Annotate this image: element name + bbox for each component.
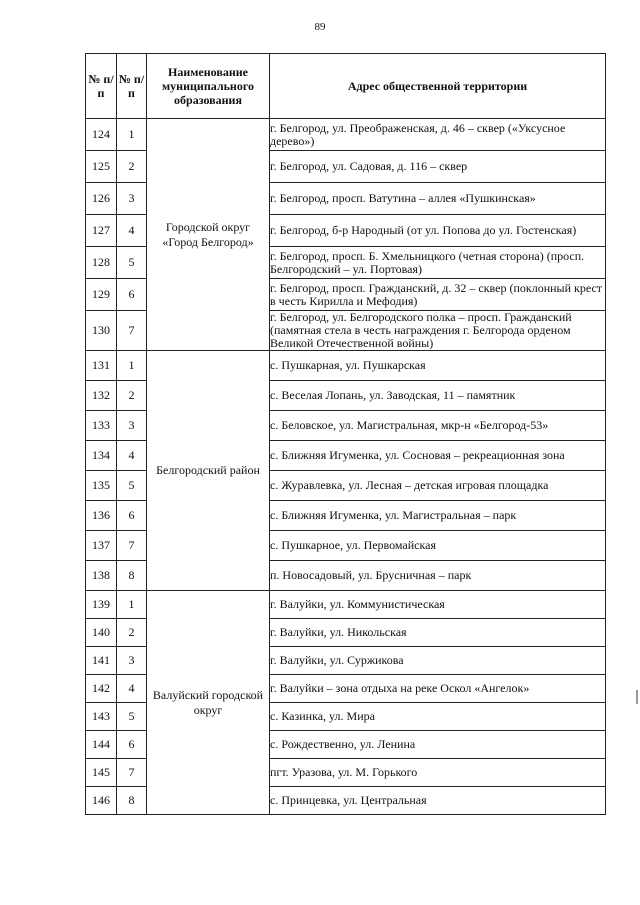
row-address: г. Валуйки, ул. Коммунистическая	[270, 591, 606, 619]
row-num: 138	[86, 561, 117, 591]
row-num: 126	[86, 183, 117, 215]
table-row	[86, 591, 606, 619]
municipality-cell	[147, 591, 270, 815]
row-address: с. Журавлевка, ул. Лесная – детская игровая площадка	[270, 471, 606, 501]
row-num: 142	[86, 675, 117, 703]
row-num: 136	[86, 501, 117, 531]
table-row	[86, 351, 606, 381]
row-sub-num: 4	[117, 215, 147, 247]
page-number: 89	[314, 21, 326, 33]
row-address: г. Белгород, ул. Преображенская, д. 46 – сквер («Уксусное дерево»)	[270, 119, 606, 151]
row-sub-num: 6	[117, 731, 147, 759]
row-sub-num: 3	[117, 647, 147, 675]
row-sub-num: 5	[117, 247, 147, 279]
row-address: с. Ближняя Игуменка, ул. Сосновая – рекреационная зона	[270, 441, 606, 471]
row-address: г. Валуйки – зона отдыха на реке Оскол «Ангелок»	[270, 675, 606, 703]
municipality-cell	[147, 351, 270, 591]
row-sub-num: 5	[117, 471, 147, 501]
row-address: с. Пушкарное, ул. Первомайская	[270, 531, 606, 561]
header-municipality: Наименование муниципального образования	[147, 54, 270, 119]
row-sub-num: 6	[117, 501, 147, 531]
row-address: п. Новосадовый, ул. Брусничная – парк	[270, 561, 606, 591]
row-num: 130	[86, 311, 117, 351]
row-address: г. Белгород, ул. Садовая, д. 116 – сквер	[270, 151, 606, 183]
row-address: г. Белгород, б-р Народный (от ул. Попова до ул. Гостенская)	[270, 215, 606, 247]
row-sub-num: 5	[117, 703, 147, 731]
row-address: г. Валуйки, ул. Никольская	[270, 619, 606, 647]
row-sub-num: 2	[117, 619, 147, 647]
row-sub-num: 1	[117, 119, 147, 151]
header-address: Адрес общественной территории	[270, 54, 606, 119]
row-sub-num: 1	[117, 351, 147, 381]
row-address: с. Принцевка, ул. Центральная	[270, 787, 606, 815]
table-header-row	[86, 54, 606, 119]
row-address: г. Белгород, просп. Ватутина – аллея «Пушкинская»	[270, 183, 606, 215]
row-sub-num: 2	[117, 151, 147, 183]
row-num: 145	[86, 759, 117, 787]
row-address: пгт. Уразова, ул. М. Горького	[270, 759, 606, 787]
row-address: с. Беловское, ул. Магистральная, мкр-н «Белгород-53»	[270, 411, 606, 441]
table-row	[86, 119, 606, 151]
row-address: г. Белгород, просп. Б. Хмельницкого (четная сторона) (просп. Белгородский – ул. Портовая)	[270, 247, 606, 279]
row-num: 137	[86, 531, 117, 561]
row-num: 132	[86, 381, 117, 411]
header-num: № п/п	[86, 54, 117, 119]
territories-table	[85, 53, 606, 815]
row-address: г. Белгород, ул. Белгородского полка – просп. Гражданский (памятная стела в честь награждения г. Белгорода орденом Великой Отечественной войны)	[270, 311, 606, 351]
row-num: 131	[86, 351, 117, 381]
row-sub-num: 3	[117, 183, 147, 215]
header-sub-num: № п/п	[117, 54, 147, 119]
row-num: 124	[86, 119, 117, 151]
row-address: с. Пушкарная, ул. Пушкарская	[270, 351, 606, 381]
row-address: г. Валуйки, ул. Суржикова	[270, 647, 606, 675]
row-num: 134	[86, 441, 117, 471]
municipality-cell	[147, 119, 270, 351]
row-address: с. Ближняя Игуменка, ул. Магистральная – парк	[270, 501, 606, 531]
row-num: 129	[86, 279, 117, 311]
row-num: 139	[86, 591, 117, 619]
row-sub-num: 7	[117, 531, 147, 561]
row-sub-num: 1	[117, 591, 147, 619]
row-num: 127	[86, 215, 117, 247]
row-num: 133	[86, 411, 117, 441]
row-sub-num: 8	[117, 787, 147, 815]
row-address: г. Белгород, просп. Гражданский, д. 32 – сквер (поклонный крест в честь Кирилла и Мефодия)	[270, 279, 606, 311]
scan-mark	[636, 690, 638, 704]
row-address: с. Казинка, ул. Мира	[270, 703, 606, 731]
row-sub-num: 2	[117, 381, 147, 411]
row-sub-num: 4	[117, 675, 147, 703]
row-sub-num: 8	[117, 561, 147, 591]
row-num: 125	[86, 151, 117, 183]
row-num: 135	[86, 471, 117, 501]
row-sub-num: 7	[117, 759, 147, 787]
municipality-name: Белгородский район	[156, 463, 260, 477]
municipality-name: Городской округ «Город Белгород»	[162, 219, 254, 249]
row-num: 144	[86, 731, 117, 759]
row-sub-num: 4	[117, 441, 147, 471]
row-sub-num: 6	[117, 279, 147, 311]
row-num: 140	[86, 619, 117, 647]
row-sub-num: 7	[117, 311, 147, 351]
row-address: с. Веселая Лопань, ул. Заводская, 11 – памятник	[270, 381, 606, 411]
municipality-name: Валуйский городской округ	[152, 687, 264, 717]
row-num: 146	[86, 787, 117, 815]
row-sub-num: 3	[117, 411, 147, 441]
row-num: 141	[86, 647, 117, 675]
row-num: 143	[86, 703, 117, 731]
row-num: 128	[86, 247, 117, 279]
row-address: с. Рождественно, ул. Ленина	[270, 731, 606, 759]
